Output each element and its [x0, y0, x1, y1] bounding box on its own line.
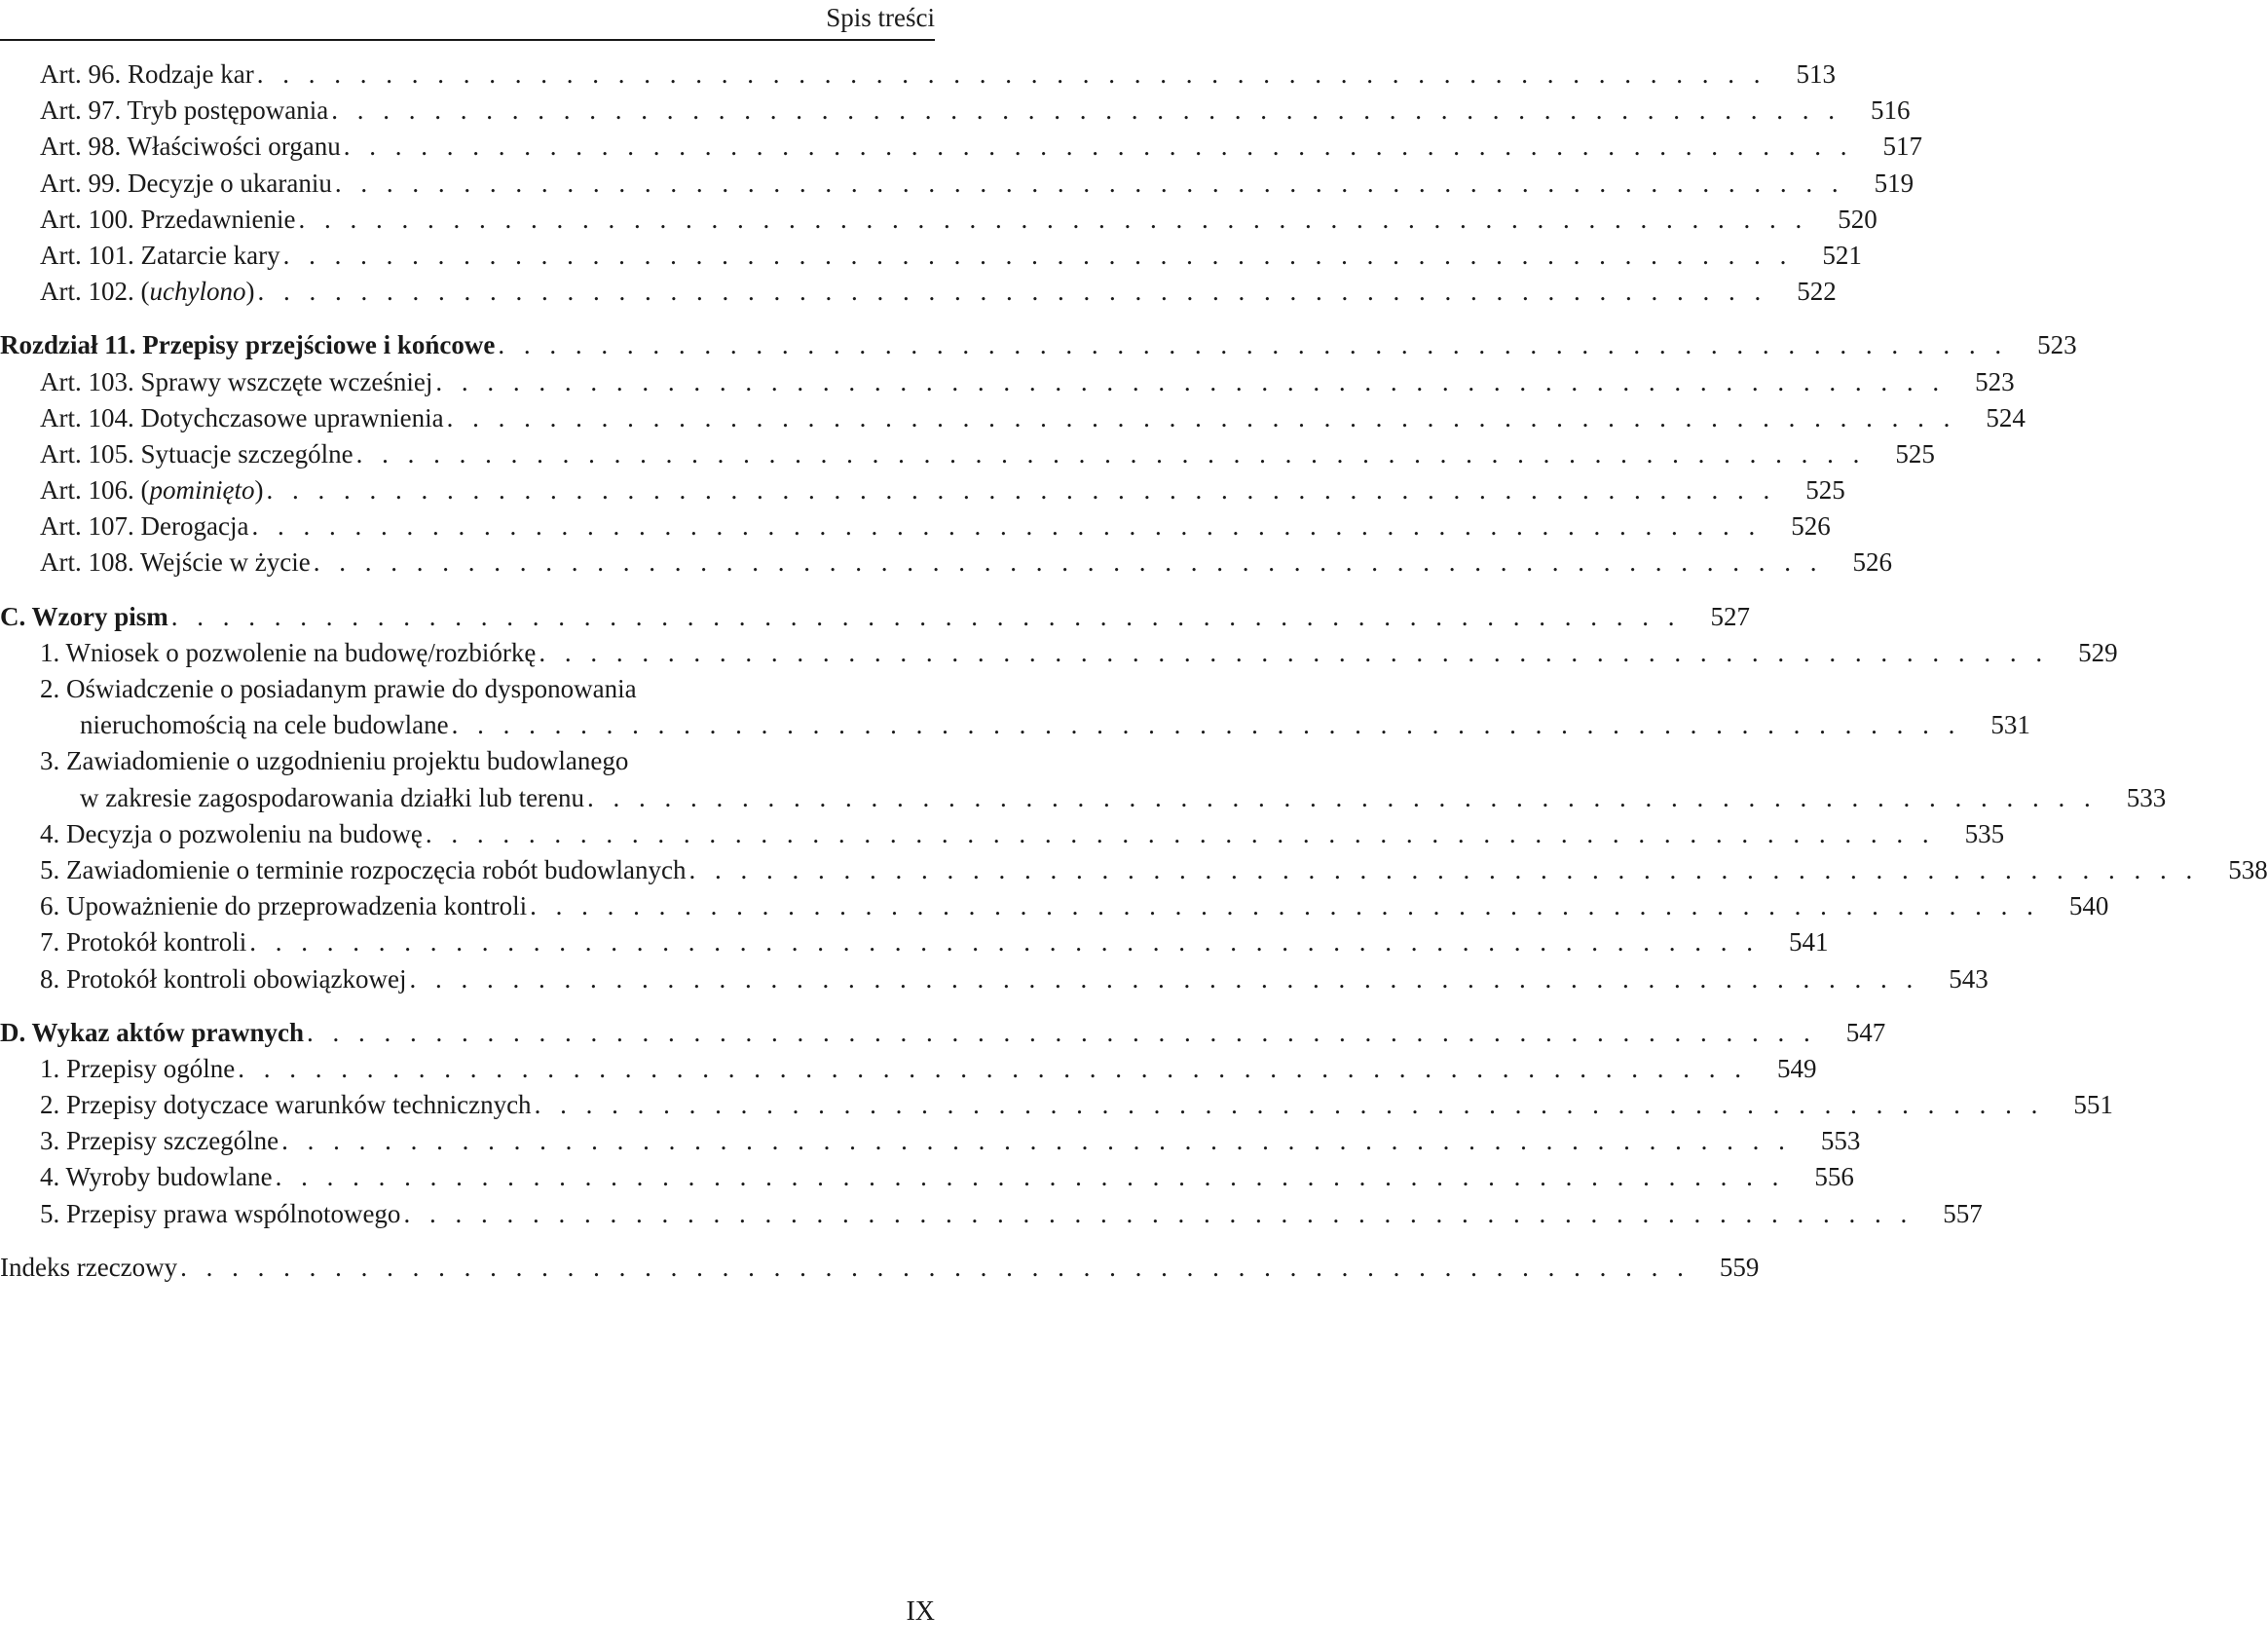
- toc-page-number: 535: [1964, 818, 2005, 848]
- toc-entry-title: (uchylono): [140, 277, 255, 307]
- toc-entry: [0, 202, 1878, 238]
- toc-entry-label: [40, 1196, 400, 1232]
- toc-entry-number: Art. 107.: [40, 511, 141, 542]
- dot-leader: . . . . . . . . . . . . . . . . . . . . . . . . . . . . . . . . . . . . . . . . . . . . . . . . . . . . . . . . . . .: [446, 402, 1956, 432]
- toc-entry-continuation: [0, 707, 2030, 743]
- dot-leader: . . . . . . . . . . . . . . . . . . . . . . . . . . . . . . . . . . . . . . . . . . . . . . . . . . . . . . . . . . .: [534, 1090, 2044, 1120]
- toc-entry-label: [40, 238, 280, 274]
- toc-entry-label: [40, 400, 444, 436]
- toc-page-number: 524: [1986, 402, 2026, 432]
- toc-entry-title: Protokół kontroli obowiązkowej: [66, 963, 407, 994]
- toc-page-number: 538: [2228, 854, 2268, 884]
- toc-entry-number: Art. 103.: [40, 366, 141, 396]
- toc-page-number: 526: [1852, 547, 1893, 578]
- toc-entry: [0, 400, 2026, 436]
- toc-entry-label: [40, 852, 687, 888]
- dot-leader: . . . . . . . . . . . . . . . . . . . . . . . . . . . . . . . . . . . . . . . . . . . . . . . . . . . . . . . . . . .: [307, 1017, 1817, 1047]
- toc-entry-title: Rozdział 11. Przepisy przejściowe i końcowe: [0, 330, 496, 360]
- toc-entry-label: [40, 274, 254, 310]
- toc-entry-title: Decyzje o ukaraniu: [128, 168, 332, 198]
- dot-leader: . . . . . . . . . . . . . . . . . . . . . . . . . . . . . . . . . . . . . . . . . . . . . . . . . . . . . . . . . . .: [266, 475, 1776, 506]
- toc-entry-number: 4.: [40, 1162, 66, 1192]
- toc-entry-title: (pominięto): [140, 475, 264, 506]
- toc-entry-title: Zawiadomienie o terminie rozpoczęcia robót budowlanych: [66, 854, 687, 884]
- dot-leader: . . . . . . . . . . . . . . . . . . . . . . . . . . . . . . . . . . . . . . . . . . . . . . . . . . . . . . . . . . .: [587, 782, 2098, 812]
- toc-entry-label: [0, 599, 168, 635]
- toc-entry-label: [40, 816, 423, 852]
- toc-entry: [0, 93, 1911, 129]
- toc-page-number: 540: [2068, 891, 2109, 921]
- toc-entry-number: Art. 106.: [40, 475, 141, 506]
- toc-page-number: 541: [1789, 927, 1829, 957]
- dot-leader: . . . . . . . . . . . . . . . . . . . . . . . . . . . . . . . . . . . . . . . . . . . . . . . . . . . . . . . . . . .: [435, 366, 1946, 396]
- dot-leader: . . . . . . . . . . . . . . . . . . . . . . . . . . . . . . . . . . . . . . . . . . . . . . . . . . . . . . . . . . .: [409, 963, 1919, 994]
- toc-entry-number: Art. 97.: [40, 95, 128, 126]
- toc-entry-title: Zawiadomienie o uzgodnieniu projektu budowlanego: [66, 746, 629, 776]
- toc-entry-title: Dotychczasowe uprawnienia: [140, 402, 444, 432]
- toc-page-number: 523: [1975, 366, 2015, 396]
- toc-page-number: 531: [1990, 710, 2030, 740]
- dot-leader: . . . . . . . . . . . . . . . . . . . . . . . . . . . . . . . . . . . . . . . . . . . . . . . . . . . . . . . . . . .: [249, 927, 1760, 957]
- dot-leader: . . . . . . . . . . . . . . . . . . . . . . . . . . . . . . . . . . . . . . . . . . . . . . . . . . . . . . . . . . .: [275, 1162, 1785, 1192]
- toc-entry-label: [40, 1159, 273, 1195]
- header-rule: [0, 39, 935, 41]
- dot-leader: . . . . . . . . . . . . . . . . . . . . . . . . . . . . . . . . . . . . . . . . . . . . . . . . . . . . . . . . . . .: [238, 1053, 1748, 1083]
- page-number: IX: [906, 1596, 935, 1627]
- toc-entry-label: [40, 508, 248, 544]
- toc-entry: [0, 238, 1862, 274]
- toc-entry: [0, 129, 1922, 165]
- toc-entry: [0, 508, 1831, 544]
- toc-entry-title: Sprawy wszczęte wcześniej: [140, 366, 433, 396]
- toc-entry-title: Przepisy dotyczace warunków technicznych: [66, 1090, 532, 1120]
- dot-leader: . . . . . . . . . . . . . . . . . . . . . . . . . . . . . . . . . . . . . . . . . . . . . . . . . . . . . . . . . . .: [343, 131, 1853, 162]
- toc-entry-title-continuation: w zakresie zagospodarowania działki lub terenu: [80, 782, 585, 812]
- toc-entry-first-line: [0, 671, 918, 707]
- toc-page-number: 519: [1874, 168, 1915, 198]
- toc-entry: [0, 852, 2268, 888]
- toc-entry: [0, 1087, 2113, 1123]
- toc-entry: [0, 327, 2077, 363]
- toc-entry-label: [40, 202, 295, 238]
- toc-entry: [0, 364, 2015, 400]
- toc-entry-title: Zatarcie kary: [140, 240, 280, 270]
- toc-entry-label: [40, 364, 432, 400]
- toc-entry: [0, 436, 1935, 472]
- toc-entry-label: [40, 436, 353, 472]
- toc-entry-title: Przedawnienie: [140, 204, 296, 234]
- toc-entry: [0, 1051, 1817, 1087]
- toc-entry-title: Przepisy ogólne: [66, 1053, 236, 1083]
- dot-leader: . . . . . . . . . . . . . . . . . . . . . . . . . . . . . . . . . . . . . . . . . . . . . . . . . . . . . . . . . . .: [688, 854, 2199, 884]
- toc-entry-label: [40, 166, 332, 202]
- toc-entry-label: [0, 327, 495, 363]
- toc-entry-title: Tryb postępowania: [127, 95, 329, 126]
- toc-entry-number: Art. 96.: [40, 59, 128, 89]
- toc-entry-number: 4.: [40, 818, 66, 848]
- toc-entry-label: [40, 472, 264, 508]
- toc-entry: [0, 472, 1845, 508]
- toc-entry-number: 5.: [40, 854, 66, 884]
- toc-entry-title: Przepisy prawa wspólnotowego: [66, 1198, 401, 1228]
- toc-entry-number: 3.: [40, 1126, 66, 1156]
- toc-page-number: 516: [1871, 95, 1911, 126]
- toc-entry-title: Przepisy szczególne: [66, 1126, 279, 1156]
- dot-leader: . . . . . . . . . . . . . . . . . . . . . . . . . . . . . . . . . . . . . . . . . . . . . . . . . . . . . . . . . . .: [331, 95, 1841, 126]
- toc-entry-label: [0, 1015, 304, 1051]
- dot-leader: . . . . . . . . . . . . . . . . . . . . . . . . . . . . . . . . . . . . . . . . . . . . . . . . . . . . . . . . . . .: [281, 1126, 1792, 1156]
- toc-entry-title: Indeks rzeczowy: [0, 1252, 178, 1282]
- toc-entry-label: [0, 1250, 177, 1286]
- toc-entry: [0, 1123, 1861, 1159]
- toc-page-number: 517: [1882, 131, 1922, 162]
- toc-page-number: 553: [1820, 1126, 1861, 1156]
- toc-page-number: 547: [1845, 1017, 1886, 1047]
- toc-entry-number: Art. 101.: [40, 240, 141, 270]
- toc-entry-number: 1.: [40, 1053, 66, 1083]
- toc-entry-number: 1.: [40, 637, 66, 667]
- toc-entry-title: Sytuacje szczególne: [140, 438, 353, 469]
- toc-entry: [0, 924, 1829, 960]
- toc-page-number: 549: [1776, 1053, 1817, 1083]
- dot-leader: . . . . . . . . . . . . . . . . . . . . . . . . . . . . . . . . . . . . . . . . . . . . . . . . . . . . . . . . . . .: [298, 204, 1808, 234]
- toc-entry-title: Decyzja o pozwoleniu na budowę: [66, 818, 423, 848]
- toc-entry-label: [40, 1123, 279, 1159]
- dot-leader: . . . . . . . . . . . . . . . . . . . . . . . . . . . . . . . . . . . . . . . . . . . . . . . . . . . . . . . . . . .: [180, 1252, 1691, 1282]
- dot-leader: . . . . . . . . . . . . . . . . . . . . . . . . . . . . . . . . . . . . . . . . . . . . . . . . . . . . . . . . . . .: [451, 710, 1961, 740]
- toc-entry: [0, 544, 1893, 581]
- toc-entry-title-continuation: nieruchomością na cele budowlane: [80, 710, 449, 740]
- toc-entry-label: [40, 961, 406, 997]
- toc-entry-number: Art. 102.: [40, 277, 141, 307]
- toc-entry: [0, 961, 1989, 997]
- toc-page-number: 551: [2073, 1090, 2113, 1120]
- toc-entry-number: Art. 104.: [40, 402, 141, 432]
- toc-page-number: 520: [1838, 204, 1878, 234]
- toc-entry-title: Oświadczenie o posiadanym prawie do dysponowania: [66, 674, 637, 703]
- toc-entry-label: [40, 924, 246, 960]
- toc-entry-title: Rodzaje kar: [128, 59, 254, 89]
- toc-entry-title: C. Wzory pism: [0, 601, 168, 631]
- toc-entry-label: [40, 56, 254, 93]
- toc-entry-label: [40, 888, 527, 924]
- dot-leader: . . . . . . . . . . . . . . . . . . . . . . . . . . . . . . . . . . . . . . . . . . . . . . . . . . . . . . . . . . .: [530, 891, 2040, 921]
- toc-entry-label: [40, 93, 328, 129]
- toc-entry-label: [40, 129, 341, 165]
- toc-entry-title: Derogacja: [140, 511, 249, 542]
- toc-entry-label: [40, 1051, 235, 1087]
- toc-entry-title: Wniosek o pozwolenie na budowę/rozbiórkę: [65, 637, 537, 667]
- toc-page-number: 527: [1710, 601, 1750, 631]
- toc-entry-number: 6.: [40, 891, 66, 921]
- toc-entry-title: Wyroby budowlane: [65, 1162, 273, 1192]
- dot-leader: . . . . . . . . . . . . . . . . . . . . . . . . . . . . . . . . . . . . . . . . . . . . . . . . . . . . . . . . . . .: [355, 438, 1866, 469]
- toc-entry-number: 3.: [40, 746, 66, 776]
- toc-entry-number: 5.: [40, 1198, 66, 1228]
- toc-entry: [0, 888, 2109, 924]
- dot-leader: . . . . . . . . . . . . . . . . . . . . . . . . . . . . . . . . . . . . . . . . . . . . . . . . . . . . . . . . . . .: [313, 547, 1824, 578]
- running-header: Spis treści: [826, 3, 935, 32]
- toc-entry: [0, 816, 2005, 852]
- toc-entry-title: Właściwości organu: [127, 131, 341, 162]
- dot-leader: . . . . . . . . . . . . . . . . . . . . . . . . . . . . . . . . . . . . . . . . . . . . . . . . . . . . . . . . . . .: [251, 511, 1762, 542]
- toc-entry-number: Art. 98.: [40, 131, 128, 162]
- toc-entry-number: Art. 99.: [40, 168, 128, 198]
- toc-page-number: 525: [1895, 438, 1935, 469]
- toc-page-number: 543: [1949, 963, 1989, 994]
- dot-leader: . . . . . . . . . . . . . . . . . . . . . . . . . . . . . . . . . . . . . . . . . . . . . . . . . . . . . . . . . . .: [539, 637, 2049, 667]
- dot-leader: . . . . . . . . . . . . . . . . . . . . . . . . . . . . . . . . . . . . . . . . . . . . . . . . . . . . . . . . . . .: [256, 59, 1766, 89]
- toc-page-number: 526: [1791, 511, 1831, 542]
- toc-page-number: 521: [1822, 240, 1862, 270]
- toc-entry-number: 8.: [40, 963, 66, 994]
- toc-entry-number: 2.: [40, 674, 66, 703]
- toc-entry: [0, 1159, 1854, 1195]
- toc-page-number: 533: [2126, 782, 2167, 812]
- toc-entry-title: Wejście w życie: [140, 547, 311, 578]
- toc-entry-number: Art. 105.: [40, 438, 141, 469]
- toc-entry-number: Art. 108.: [40, 547, 141, 578]
- toc-page-number: 529: [2078, 637, 2118, 667]
- dot-leader: . . . . . . . . . . . . . . . . . . . . . . . . . . . . . . . . . . . . . . . . . . . . . . . . . . . . . . . . . . .: [334, 168, 1845, 198]
- toc-entry-label: [40, 635, 536, 671]
- toc-entry: [0, 56, 1836, 93]
- toc-entry-number: 7.: [40, 927, 66, 957]
- toc-entry-title: Protokół kontroli: [66, 927, 247, 957]
- toc-entry-title: Upoważnienie do przeprowadzenia kontroli: [66, 891, 528, 921]
- toc-page-number: 557: [1943, 1198, 1983, 1228]
- toc-page-number: 523: [2037, 330, 2077, 360]
- dot-leader: . . . . . . . . . . . . . . . . . . . . . . . . . . . . . . . . . . . . . . . . . . . . . . . . . . . . . . . . . . .: [498, 330, 2008, 360]
- toc-page-number: 556: [1814, 1162, 1854, 1192]
- toc-entry-label: [40, 544, 311, 581]
- dot-leader: . . . . . . . . . . . . . . . . . . . . . . . . . . . . . . . . . . . . . . . . . . . . . . . . . . . . . . . . . . .: [403, 1198, 1914, 1228]
- toc-entry-number: Art. 100.: [40, 204, 141, 234]
- dot-leader: . . . . . . . . . . . . . . . . . . . . . . . . . . . . . . . . . . . . . . . . . . . . . . . . . . . . . . . . . . .: [170, 601, 1681, 631]
- dot-leader: . . . . . . . . . . . . . . . . . . . . . . . . . . . . . . . . . . . . . . . . . . . . . . . . . . . . . . . . . . .: [257, 277, 1767, 307]
- toc-entry-first-line: [0, 743, 918, 779]
- toc-entry: [0, 166, 1915, 202]
- toc-page-number: 525: [1805, 475, 1845, 506]
- dot-leader: . . . . . . . . . . . . . . . . . . . . . . . . . . . . . . . . . . . . . . . . . . . . . . . . . . . . . . . . . . .: [425, 818, 1936, 848]
- toc-entry-title: D. Wykaz aktów prawnych: [0, 1017, 305, 1047]
- toc-entry: [0, 274, 1837, 310]
- toc-entry: [0, 599, 1750, 635]
- table-of-contents: [0, 56, 2268, 1286]
- toc-page-number: 559: [1719, 1252, 1760, 1282]
- toc-page-number: 522: [1797, 277, 1837, 307]
- toc-entry: [0, 1196, 1983, 1232]
- toc-entry-number: 2.: [40, 1090, 66, 1120]
- toc-entry: [0, 1015, 1886, 1051]
- toc-entry-label: [40, 1087, 532, 1123]
- toc-entry: [0, 635, 2118, 671]
- dot-leader: . . . . . . . . . . . . . . . . . . . . . . . . . . . . . . . . . . . . . . . . . . . . . . . . . . . . . . . . . . .: [282, 240, 1793, 270]
- toc-entry: [0, 1250, 1760, 1286]
- toc-page-number: 513: [1796, 59, 1836, 89]
- toc-entry-continuation: [0, 780, 2167, 816]
